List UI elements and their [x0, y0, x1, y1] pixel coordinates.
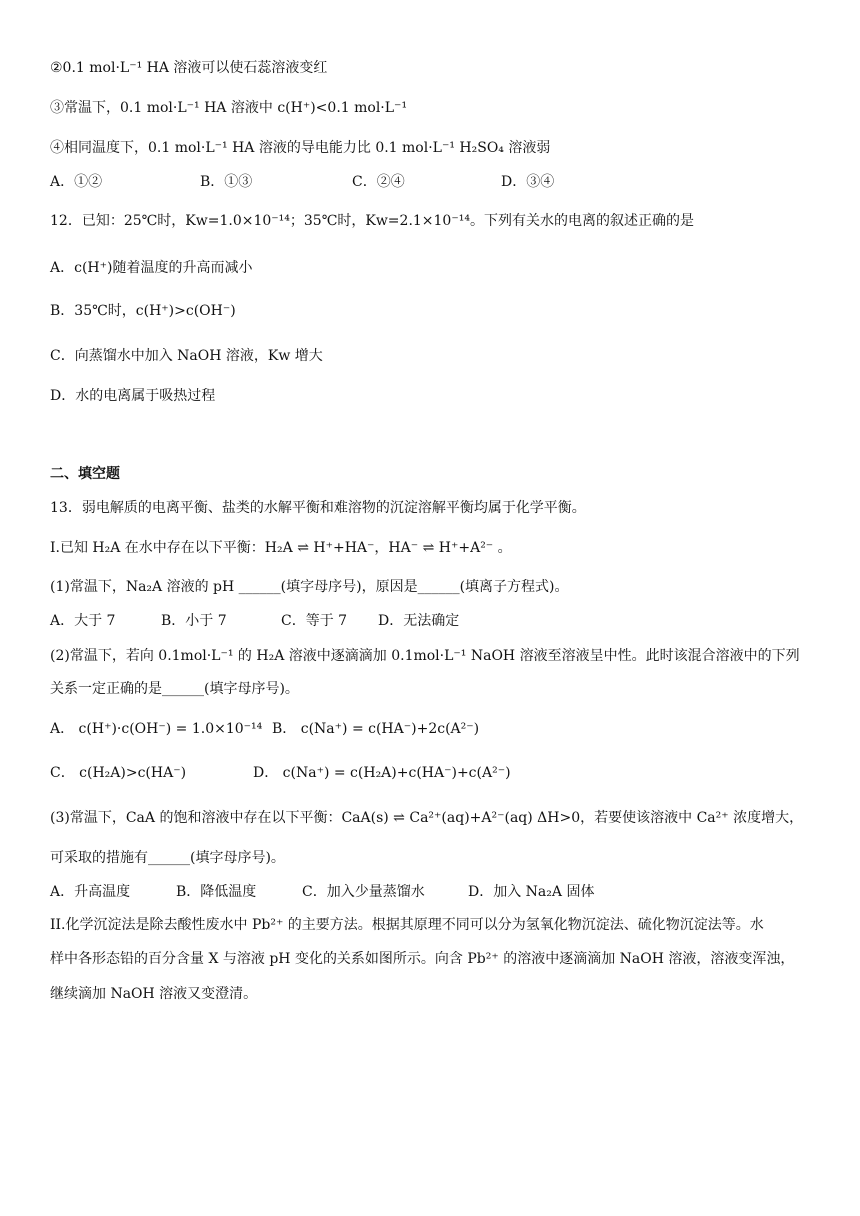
q12-option-c: C．向蒸馏水中加入 NaOH 溶液，Kw 增大: [50, 348, 323, 364]
q13-sub1-option-d: D．无法确定: [378, 613, 460, 629]
q13-sub1-option-b: B．小于 7: [161, 613, 227, 629]
section-title: 二、填空题: [50, 466, 120, 482]
q13-sub2-line2: 关系一定正确的是______(填字母序号)。: [50, 681, 299, 697]
q11-item-3: ③常温下，0.1 mol·L⁻¹ HA 溶液中 c(H⁺)<0.1 mol·L⁻¹: [50, 100, 408, 116]
q13-sub3-line2: 可采取的措施有______(填字母序号)。: [50, 850, 285, 866]
q13-sub2-line1: (2)常温下，若向 0.1mol·L⁻¹ 的 H₂A 溶液中逐滴滴加 0.1mol·L⁻¹ NaOH 溶液至溶液呈中性。此时该混合溶液中的下列: [50, 648, 800, 664]
q12-stem: 12．已知：25℃时，Kw=1.0×10⁻¹⁴；35℃时，Kw=2.1×10⁻¹⁴。下列有关水的电离的叙述正确的是: [50, 213, 694, 229]
q12-option-b: B．35℃时，c(H⁺)>c(OH⁻): [50, 303, 236, 319]
q13-part1-intro: I.已知 H₂A 在水中存在以下平衡：H₂A ⇌ H⁺+HA⁻，HA⁻ ⇌ H⁺+A²⁻ 。: [50, 540, 512, 556]
q11-item-2: ②0.1 mol·L⁻¹ HA 溶液可以使石蕊溶液变红: [50, 60, 328, 76]
q13-sub2-options-row2: [50, 763, 750, 783]
q13-sub3-options: [50, 882, 650, 902]
q13-sub2-option-a: A． c(H⁺)·c(OH⁻) = 1.0×10⁻¹⁴: [50, 721, 263, 737]
q13-sub2-options-row1: [50, 719, 750, 739]
q13-stem: 13．弱电解质的电离平衡、盐类的水解平衡和难溶物的沉淀溶解平衡均属于化学平衡。: [50, 500, 586, 516]
q13-sub3-option-d: D．加入 Na₂A 固体: [468, 884, 595, 900]
q11-options: [50, 172, 650, 192]
q13-sub1-option-a: A．大于 7: [50, 613, 116, 629]
q13-sub1: (1)常温下，Na₂A 溶液的 pH ______(填字母序号)，原因是______(填离子方程式)。: [50, 579, 569, 595]
q13-sub2-option-d: D． c(Na⁺) = c(H₂A)+c(HA⁻)+c(A²⁻): [253, 765, 511, 781]
q13-part2-line2: 样中各形态铅的百分含量 X 与溶液 pH 变化的关系如图所示。向含 Pb²⁺ 的溶液中逐滴滴加 NaOH 溶液，溶液变浑浊，: [50, 951, 795, 967]
q12-option-d: D．水的电离属于吸热过程: [50, 388, 216, 404]
q13-sub3-option-a: A．升高温度: [50, 884, 131, 900]
q13-sub3-option-c: C．加入少量蒸馏水: [302, 884, 425, 900]
q11-item-4: ④相同温度下，0.1 mol·L⁻¹ HA 溶液的导电能力比 0.1 mol·L⁻¹ H₂SO₄ 溶液弱: [50, 140, 551, 156]
q11-option-a: A．①②: [50, 174, 103, 190]
q11-option-d: D．③④: [501, 174, 555, 190]
q13-sub3-line1: (3)常温下，CaA 的饱和溶液中存在以下平衡：CaA(s) ⇌ Ca²⁺(aq)+A²⁻(aq) ΔH>0，若要使该溶液中 Ca²⁺ 浓度增大，: [50, 810, 804, 826]
q13-sub1-options: [50, 611, 550, 631]
q13-sub2-option-b: B． c(Na⁺) = c(HA⁻)+2c(A²⁻): [272, 721, 480, 737]
q13-sub1-option-c: C．等于 7: [281, 613, 348, 629]
q13-sub2-option-c: C． c(H₂A)>c(HA⁻): [50, 765, 187, 781]
q13-sub3-option-b: B．降低温度: [176, 884, 257, 900]
q11-option-b: B．①③: [200, 174, 253, 190]
q11-option-c: C．②④: [352, 174, 405, 190]
q12-option-a: A．c(H⁺)随着温度的升高而减小: [50, 260, 253, 276]
q13-part2-line1: II.化学沉淀法是除去酸性废水中 Pb²⁺ 的主要方法。根据其原理不同可以分为氢氧化物沉淀法、硫化物沉淀法等。水: [50, 917, 764, 933]
q13-part2-line3: 继续滴加 NaOH 溶液又变澄清。: [50, 986, 258, 1002]
